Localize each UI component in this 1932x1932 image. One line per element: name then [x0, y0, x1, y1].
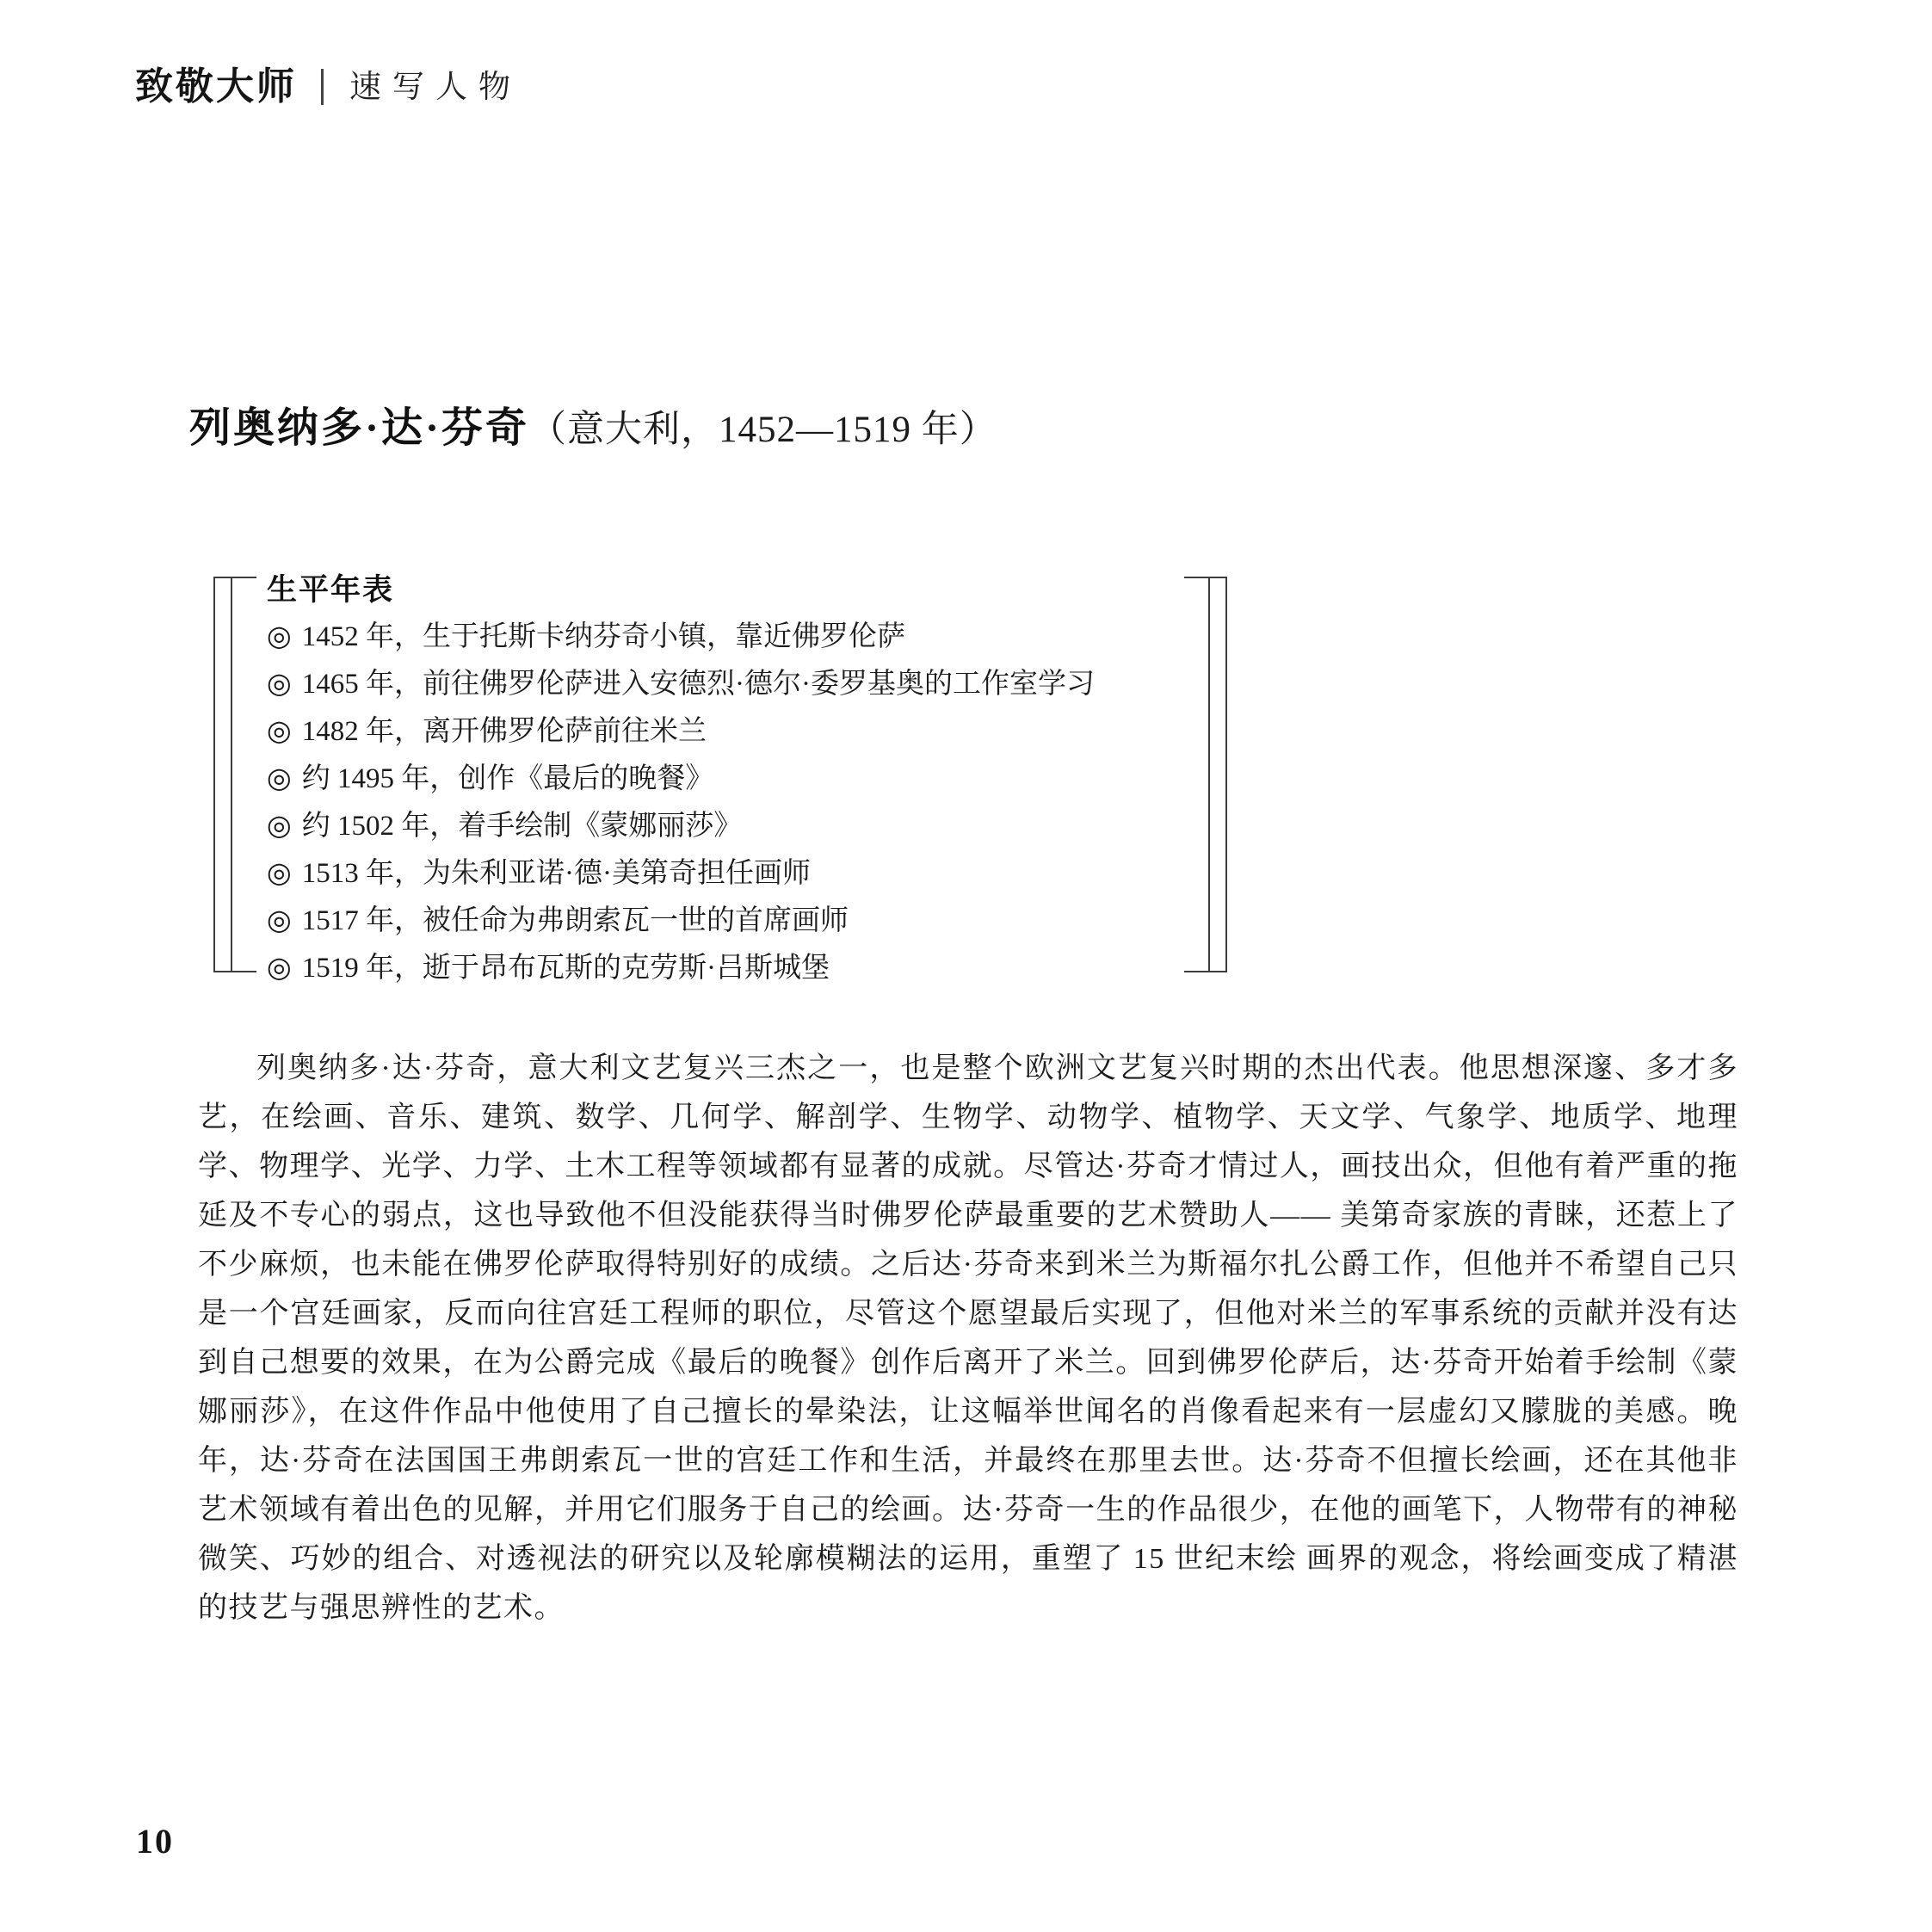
timeline-item — [267, 756, 1179, 803]
timeline-item-text: 1519 年，逝于昂布瓦斯的克劳斯·吕斯城堡 — [301, 953, 830, 984]
timeline-item-text: 1452 年，生于托斯卡纳芬奇小镇，靠近佛罗伦萨 — [301, 621, 906, 652]
right-bracket-outer-rule — [1225, 577, 1227, 972]
timeline-item — [267, 850, 1179, 898]
bullseye-bullet-icon: ◎ — [267, 716, 292, 747]
timeline-box — [213, 566, 1227, 997]
timeline-item — [267, 945, 1179, 992]
bullseye-bullet-icon: ◎ — [267, 811, 292, 842]
timeline-item — [267, 614, 1179, 661]
article-title — [189, 394, 997, 454]
bullseye-bullet-icon: ◎ — [267, 953, 292, 984]
artist-dates: （意大利，1452—1519 年） — [529, 410, 997, 450]
bullseye-bullet-icon: ◎ — [267, 905, 292, 936]
right-bracket-inner-rule — [1208, 577, 1210, 972]
timeline-item — [267, 708, 1179, 756]
timeline-item-text: 1465 年，前往佛罗伦萨进入安德烈·德尔·委罗基奥的工作室学习 — [301, 669, 1096, 700]
bullseye-bullet-icon: ◎ — [267, 763, 292, 794]
page-number: 10 — [136, 1822, 174, 1861]
page-header — [135, 65, 522, 108]
timeline-item-text: 1482 年，离开佛罗伦萨前往米兰 — [301, 716, 707, 747]
timeline-item-text: 1517 年，被任命为弗朗索瓦一世的首席画师 — [301, 905, 849, 936]
series-title: 致敬大师 — [135, 65, 297, 108]
biography-paragraph: 列奥纳多·达·芬奇，意大利文艺复兴三杰之一，也是整个欧洲文艺复兴时期的杰出代表。他思想深邃、多才多艺，在绘画、音乐、建筑、数学、几何学、解剖学、生物学、动物学、植物学、天文学、气象学、地质学、地理学、物理学、光学、力学、土木工程等领域都有显著的成就。尽管达·芬奇才情过人，画技出众，但他有着严重的拖延及不专心的弱点，这也导致他不但没能获得当时佛罗伦萨最重要的艺术赞助人—— 美第奇家族的青睐，还惹上了不少麻烦，也未能在佛罗伦萨取得特别好的成绩。之后达·芬奇来到米兰为斯福尔扎公爵工作，但他并不希望自己只是一个宫廷画家，反而向往宫廷工程师的职位，尽管这个愿望最后实现了，但他对米兰的军事系统的贡献并没有达到自己想要的效果，在为公爵完成《最后的晚餐》创作后离开了米兰。回到佛罗伦萨后，达·芬奇开始着手绘制《蒙娜丽莎》，在这件作品中他使用了自己擅长的晕染法，让这幅举世闻名的肖像看起来有一层虚幻又朦胧的美感。晚年，达·芬奇在法国国王弗朗索瓦一世的宫廷工作和生活，并最终在那里去世。达·芬奇不但擅长绘画，还在其他非艺术领域有着出色的见解，并用它们服务于自己的绘画。达·芬奇一生的作品很少，在他的画笔下，人物带有的神秘微笑、巧妙的组合、对透视法的研究以及轮廓模糊法的运用，重塑了 15 世纪末绘 画界的观念，将绘画变成了精湛的技艺与强思辨性的艺术。 — [198, 1052, 1738, 1624]
timeline-item-text: 约 1495 年，创作《最后的晚餐》 — [301, 763, 714, 794]
timeline-item-text: 1513 年，为朱利亚诺·德·美第奇担任画师 — [301, 858, 812, 889]
section-title: 速写人物 — [349, 69, 522, 105]
bullseye-bullet-icon: ◎ — [267, 858, 292, 889]
left-bracket-inner-rule — [231, 577, 232, 972]
timeline-item-text: 约 1502 年，着手绘制《蒙娜丽莎》 — [301, 811, 743, 842]
left-bracket-outer-rule — [213, 577, 215, 972]
timeline-content — [267, 566, 1179, 992]
left-bracket-top-tick — [213, 577, 256, 578]
timeline-item — [267, 661, 1179, 708]
right-bracket-bottom-tick — [1184, 971, 1227, 972]
artist-name: 列奥纳多·达·芬奇 — [189, 405, 530, 451]
timeline-item — [267, 803, 1179, 850]
timeline-heading: 生平年表 — [267, 573, 395, 607]
right-bracket-top-tick — [1184, 577, 1227, 578]
bullseye-bullet-icon: ◎ — [267, 621, 292, 652]
header-divider — [321, 69, 324, 105]
left-bracket-bottom-tick — [213, 971, 256, 972]
bullseye-bullet-icon: ◎ — [267, 669, 292, 700]
timeline-item — [267, 898, 1179, 945]
